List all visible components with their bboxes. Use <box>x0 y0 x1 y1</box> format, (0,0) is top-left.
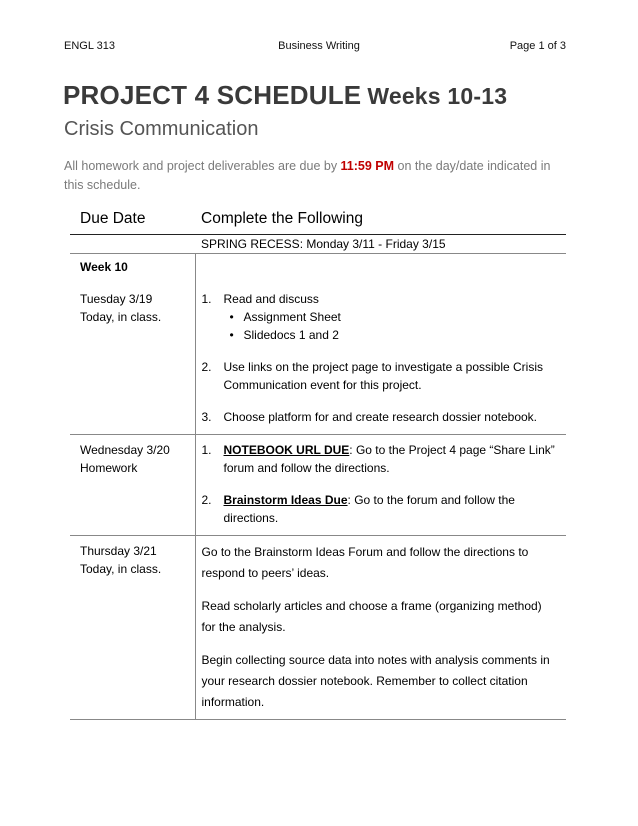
thursday-date-cell <box>70 536 195 720</box>
list-item: • Assignment Sheet <box>229 310 341 324</box>
week10-task-list <box>202 290 559 426</box>
list-item: • Slidedocs 1 and 2 <box>229 328 339 342</box>
header-subject: Business Writing <box>278 40 360 52</box>
week10-note: Today, in class. <box>80 310 162 324</box>
thursday-paragraph: Begin collecting source data into notes with analysis comments in your research dossier notebook. Remember to collect citation information. <box>201 653 550 709</box>
table-header-row <box>70 202 566 235</box>
intro-after: on the day/date indicated in this schedule. <box>64 159 551 192</box>
title-weeks: Weeks 10-13 <box>367 83 508 109</box>
wednesday-tasks-cell <box>195 435 566 536</box>
intro-deadline: 11:59 PM <box>340 159 395 173</box>
bullet-icon: • <box>229 328 234 342</box>
table-row-wednesday <box>70 435 566 536</box>
recess-date-cell <box>70 235 195 254</box>
recess-cell: SPRING RECESS: Monday 3/11 - Friday 3/15 <box>195 235 566 254</box>
list-item: 1. NOTEBOOK URL DUE: Go to the Project 4 page “Share Link” forum and follow the directions. <box>201 443 555 475</box>
week10-day: Tuesday 3/19 <box>80 292 153 306</box>
week10-date-cell <box>70 254 195 435</box>
header-due-date: Due Date <box>70 202 195 235</box>
table-row-week10 <box>70 254 566 435</box>
intro-before: All homework and project deliverables are due by <box>64 159 341 173</box>
week10-tasks-cell <box>195 254 566 435</box>
intro-text <box>64 157 564 195</box>
list-item: 2. Brainstorm Ideas Due: Go to the forum and follow the directions. <box>201 493 515 525</box>
list-item: 2. Use links on the project page to investigate a possible Crisis Communication event for this project. <box>201 360 543 392</box>
wednesday-day: Wednesday 3/20 <box>80 443 170 457</box>
bullet-icon: • <box>229 310 234 324</box>
header-complete-following: Complete the Following <box>195 202 566 235</box>
wednesday-date-cell <box>70 435 195 536</box>
page-title <box>63 80 507 111</box>
schedule-table <box>70 202 566 720</box>
brainstorm-ideas-due-label: Brainstorm Ideas Due <box>223 493 348 507</box>
notebook-url-due-label: NOTEBOOK URL DUE <box>223 443 350 457</box>
thursday-note: Today, in class. <box>80 562 162 576</box>
thursday-paragraph: Read scholarly articles and choose a frame (organizing method) for the analysis. <box>201 599 542 634</box>
table-row-recess <box>70 235 566 254</box>
thursday-tasks-cell <box>195 536 566 720</box>
header-course: ENGL 313 <box>64 40 115 52</box>
thursday-day: Thursday 3/21 <box>80 544 157 558</box>
list-item: 3. Choose platform for and create research dossier notebook. <box>201 410 538 424</box>
title-main: PROJECT 4 SCHEDULE <box>63 80 362 110</box>
thursday-paragraph: Go to the Brainstorm Ideas Forum and follow the directions to respond to peers’ ideas. <box>201 545 529 580</box>
page-subtitle: Crisis Communication <box>64 118 259 140</box>
table-row-thursday <box>70 536 566 720</box>
wednesday-note: Homework <box>80 461 138 475</box>
week10-label: Week 10 <box>80 260 128 274</box>
list-item: 1. Read and discuss • Assignment Sheet • Slidedocs 1 and 2 <box>202 290 559 344</box>
header-page-number: Page 1 of 3 <box>509 40 566 52</box>
week10-sub-list <box>224 308 559 344</box>
wednesday-task-list <box>202 441 559 527</box>
